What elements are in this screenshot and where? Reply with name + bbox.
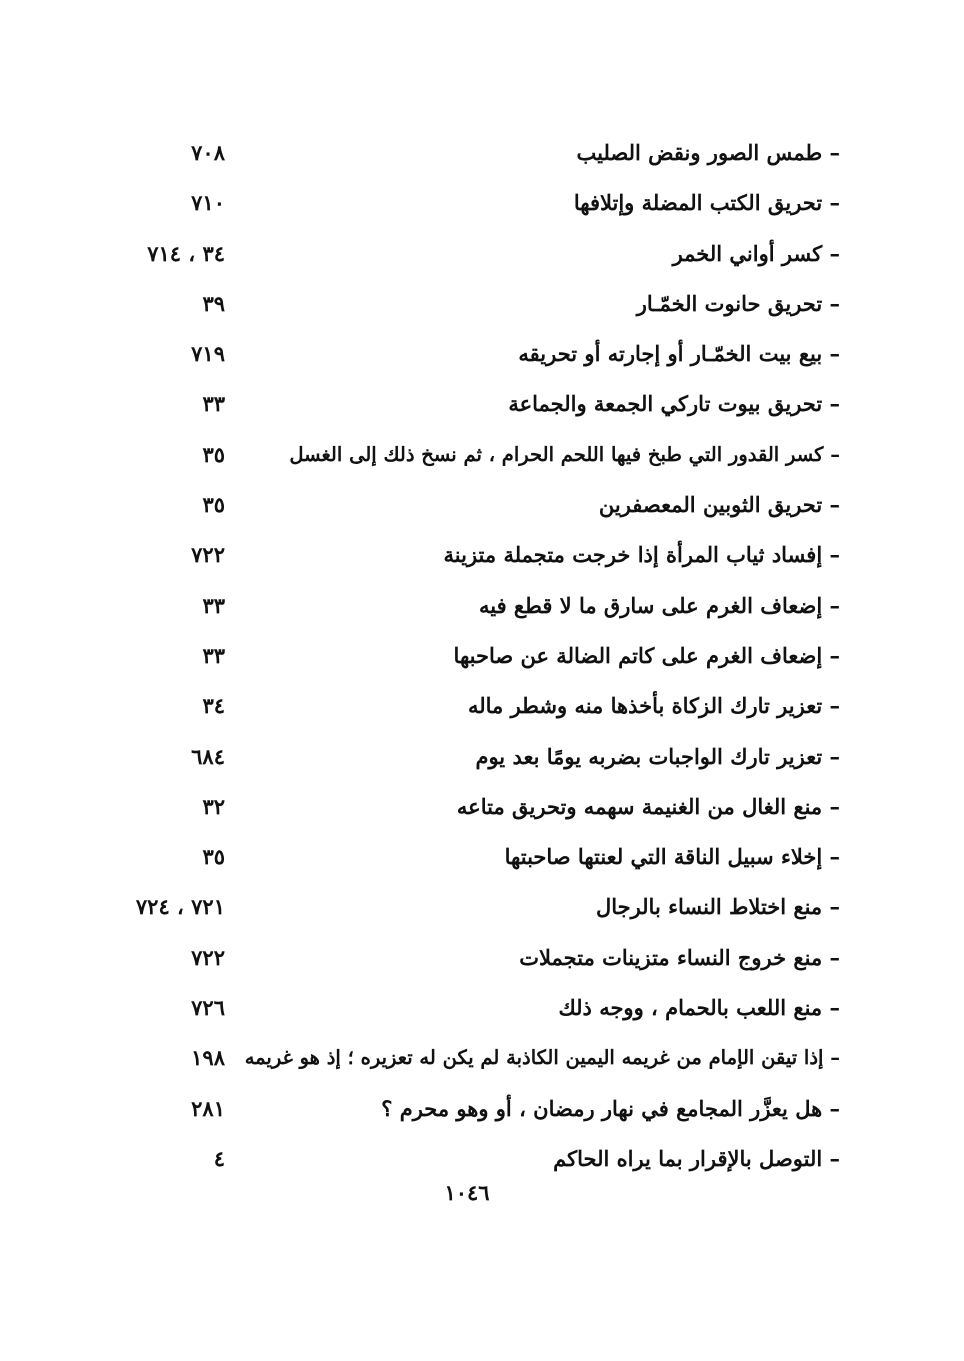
entry-text: – منع الغال من الغنيمة سهمه وتحريق متاعه xyxy=(456,793,840,819)
index-entry xyxy=(130,783,840,833)
entry-page-refs: ٧٢٢ xyxy=(191,944,225,970)
entry-page-refs: ٣٥ xyxy=(202,441,225,467)
entry-text: – هل يعزَّر المجامع في نهار رمضان ، أو وهو محرم ؟ xyxy=(381,1095,840,1121)
entry-page-refs: ٢٨١ xyxy=(191,1095,225,1121)
entry-page-refs: ٧٠٨ xyxy=(191,140,225,165)
entry-text: – إضعاف الغرم على سارق ما لا قطع فيه xyxy=(478,592,840,618)
index-entry xyxy=(130,934,840,984)
entry-page-refs: ٧١٠ xyxy=(191,190,225,216)
index-entry xyxy=(130,984,840,1034)
entry-page-refs: ٧٢٦ xyxy=(191,995,225,1021)
entry-text: – منع اختلاط النساء بالرجال xyxy=(595,894,840,920)
entry-text: – إضعاف الغرم على كاتم الضالة عن صاحبها xyxy=(453,642,840,668)
entry-page-refs: ٧١٩ xyxy=(191,341,225,367)
entry-text: – منع اللعب بالحمام ، ووجه ذلك xyxy=(558,995,840,1021)
page-number: ١٠٤٦ xyxy=(444,1180,490,1205)
entry-page-refs: ٣٩ xyxy=(202,290,225,316)
index-entry xyxy=(130,883,840,933)
entry-text: – تحريق بيوت تاركي الجمعة والجماعة xyxy=(508,391,840,417)
entry-text: – إفساد ثياب المرأة إذا خرجت متجملة متزينة xyxy=(443,542,840,568)
index-entry xyxy=(130,833,840,883)
entry-page-refs: ٤ xyxy=(213,1145,225,1171)
entry-page-refs: ٣٤ xyxy=(202,693,225,719)
index-entry xyxy=(130,431,840,481)
entry-page-refs: ٧٢١ ، ٧٢٤ xyxy=(135,894,225,920)
index-entry xyxy=(130,330,840,380)
entry-text: – تحريق الثوبين المعصفرين xyxy=(598,492,840,518)
index-list xyxy=(130,129,840,1185)
entry-text: – طمس الصور ونقض الصليب xyxy=(576,140,840,165)
entry-text: – تعزير تارك الواجبات بضربه يومًا بعد يوم xyxy=(475,743,840,769)
entry-page-refs: ٣٣ xyxy=(202,642,225,668)
entry-page-refs: ٣٥ xyxy=(202,492,225,518)
entry-text: – بيع بيت الخمّـار أو إجارته أو تحريقه xyxy=(518,341,840,367)
index-entry xyxy=(130,682,840,732)
entry-text: – إذا تيقن الإمام من غريمه اليمين الكاذبة لم يكن له تعزيره ؛ إذ هو غريمه xyxy=(244,1046,840,1070)
index-entry xyxy=(130,280,840,330)
entry-page-refs: ٣٤ ، ٧١٤ xyxy=(147,240,225,266)
index-entry xyxy=(130,531,840,581)
index-entry xyxy=(130,632,840,682)
entry-text: – تحريق الكتب المضلة وإتلافها xyxy=(573,190,840,216)
index-entry xyxy=(130,481,840,531)
entry-text: – تعزير تارك الزكاة بأخذها منه وشطر ماله xyxy=(467,693,840,719)
index-entry xyxy=(130,380,840,430)
index-entry xyxy=(130,582,840,632)
index-entry xyxy=(130,129,840,179)
entry-text: – تحريق حانوت الخمّـار xyxy=(636,290,840,316)
entry-text: – التوصل بالإقرار بما يراه الحاكم xyxy=(553,1145,840,1171)
entry-text: – كسر القدور التي طبخ فيها اللحم الحرام ، ثم نسخ ذلك إلى الغسل xyxy=(289,442,840,466)
entry-text: – إخلاء سبيل الناقة التي لعنتها صاحبتها xyxy=(504,844,840,870)
index-entry xyxy=(130,1034,840,1084)
entry-text: – منع خروج النساء متزينات متجملات xyxy=(519,944,840,970)
entry-page-refs: ٣٣ xyxy=(202,391,225,417)
entry-page-refs: ٣٣ xyxy=(202,592,225,618)
index-entry xyxy=(130,230,840,280)
entry-page-refs: ٣٥ xyxy=(202,844,225,870)
entry-page-refs: ٦٨٤ xyxy=(191,743,225,769)
index-entry xyxy=(130,1135,840,1185)
index-entry xyxy=(130,1085,840,1135)
entry-page-refs: ٧٢٢ xyxy=(191,542,225,568)
entry-text: – كسر أواني الخمر xyxy=(672,240,840,266)
entry-page-refs: ٣٢ xyxy=(202,793,225,819)
entry-page-refs: ١٩٨ xyxy=(191,1045,225,1071)
index-entry xyxy=(130,733,840,783)
index-entry xyxy=(130,179,840,229)
